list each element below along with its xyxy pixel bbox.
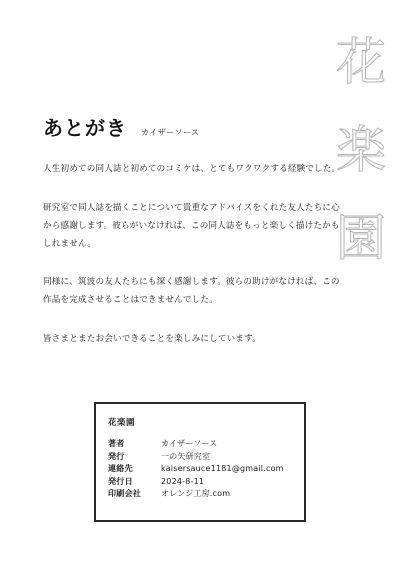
colophon-value: kaisersauce1181@gmail.com	[161, 464, 284, 473]
colophon-label: 印刷会社	[108, 489, 142, 498]
colophon-row-printer	[108, 488, 304, 501]
colophon-label: 著者	[108, 439, 125, 448]
colophon-label: 連絡先	[108, 464, 133, 473]
colophon-value: オレンジ工房.com	[161, 489, 231, 498]
colophon-value: 一の矢研究室	[161, 451, 211, 461]
colophon-box	[94, 402, 306, 522]
colophon-title: 花楽園	[108, 418, 136, 428]
colophon-row-contact	[108, 463, 304, 476]
afterword-heading	[43, 112, 200, 141]
colophon-row-publisher	[108, 451, 304, 464]
colophon-value: 2024-8-11	[161, 476, 205, 486]
afterword-author: カイザーソース	[141, 128, 200, 137]
afterword-paragraph: 人生初めての同人誌と初めてのコミケは、とてもワクワクする経験でした。	[43, 164, 341, 174]
colophon-label: 発行日	[108, 476, 133, 486]
afterword-paragraph: 研究室で同人誌を描くことについて貴重なアドバイスをくれた友人たちに心から感謝します。彼らがいなければ、この同人誌をもっと楽しく描けたかもしれません。	[43, 203, 340, 249]
vertical-title-char: 楽	[336, 121, 386, 179]
vertical-book-title	[337, 18, 385, 282]
vertical-title-char: 花	[336, 33, 386, 91]
colophon-label: 発行	[108, 451, 125, 461]
afterword-title: あとがき	[43, 116, 127, 140]
afterword-paragraph: 同様に、筑波の友人たちにも深く感謝します。彼らの助けがなければ、この作品を完成させることはできませんでした。	[43, 277, 340, 305]
colophon-row-date	[108, 476, 304, 489]
colophon-row-author	[108, 438, 304, 451]
afterword-paragraph: 皆さまとまたお会いできることを楽しみにしています。	[43, 334, 261, 344]
colophon-value: カイザーソース	[161, 439, 218, 448]
vertical-title-char: 園	[336, 209, 386, 267]
